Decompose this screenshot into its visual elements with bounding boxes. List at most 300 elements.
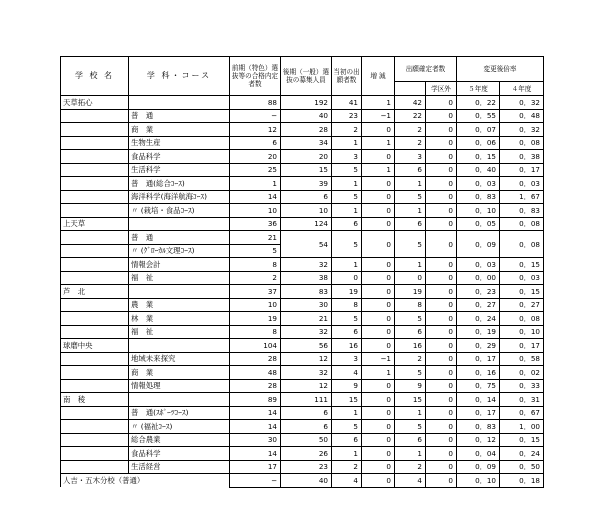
cell-outside: 0	[426, 271, 457, 285]
cell-outside: 0	[426, 109, 457, 123]
cell-initial: 2	[332, 123, 362, 137]
cell-early: 14	[230, 420, 281, 434]
cell-late: 124	[281, 217, 332, 231]
cell-change: 0	[362, 298, 395, 312]
cell-confirmed: 5	[395, 420, 426, 434]
school-name: 球磨中央	[61, 339, 129, 353]
cell-r4: 0．15	[500, 433, 544, 447]
school-row	[61, 393, 544, 407]
cell-r5: 0．17	[457, 406, 500, 420]
cell-late: 10	[281, 204, 332, 218]
cell-late: 40	[281, 474, 332, 488]
cell-late: 6	[281, 190, 332, 204]
cell-outside: 0	[426, 298, 457, 312]
cell-early: 10	[230, 298, 281, 312]
school-name	[61, 244, 129, 258]
school-name	[61, 312, 129, 326]
course-name: 総合農業	[129, 433, 230, 447]
school-name	[61, 271, 129, 285]
cell-late: 12	[281, 352, 332, 366]
school-name	[61, 177, 129, 191]
cell-outside: 0	[426, 96, 457, 110]
cell-r4: 0．17	[500, 163, 544, 177]
cell-initial: 1	[332, 204, 362, 218]
cell-r4: 0．10	[500, 325, 544, 339]
cell-early: 89	[230, 393, 281, 407]
table-row	[61, 379, 544, 393]
cell-confirmed: 6	[395, 163, 426, 177]
school-name: 芦 北	[61, 285, 129, 299]
admission-table	[60, 56, 544, 488]
cell-change: 0	[362, 379, 395, 393]
cell-outside: 0	[426, 123, 457, 137]
cell-confirmed: 8	[395, 298, 426, 312]
table-row	[61, 204, 544, 218]
cell-r4: 0．15	[500, 285, 544, 299]
cell-initial: 6	[332, 433, 362, 447]
cell-change: 1	[362, 366, 395, 380]
cell-early: 20	[230, 150, 281, 164]
cell-initial: 5	[332, 312, 362, 326]
school-name	[61, 123, 129, 137]
school-name	[61, 258, 129, 272]
cell-outside: 0	[426, 393, 457, 407]
table-row	[61, 312, 544, 326]
course-name: 農 業	[129, 298, 230, 312]
school-row	[61, 339, 544, 353]
cell-confirmed: 2	[395, 123, 426, 137]
cell-late: 192	[281, 96, 332, 110]
cell-confirmed: 5	[395, 366, 426, 380]
course-name: 普 通(総合ｺｰｽ)	[129, 177, 230, 191]
cell-late: 30	[281, 298, 332, 312]
cell-early: 19	[230, 312, 281, 326]
cell-confirmed: 22	[395, 109, 426, 123]
header-late: 後期（一般）選抜の募集人員	[281, 57, 332, 96]
school-name	[61, 366, 129, 380]
cell-initial: 3	[332, 150, 362, 164]
cell-initial: 1	[332, 447, 362, 461]
cell-initial: 4	[332, 474, 362, 488]
cell-change: 0	[362, 325, 395, 339]
cell-r4: 0．67	[500, 406, 544, 420]
cell-initial: 0	[332, 271, 362, 285]
cell-r5: 0．16	[457, 366, 500, 380]
cell-confirmed: 6	[395, 433, 426, 447]
cell-confirmed: 5	[395, 231, 426, 258]
cell-initial: 8	[332, 298, 362, 312]
header-change: 増 減	[362, 57, 395, 96]
school-name	[61, 109, 129, 123]
table-row	[61, 109, 544, 123]
cell-confirmed: 1	[395, 177, 426, 191]
cell-change: 1	[362, 136, 395, 150]
cell-confirmed: 2	[395, 460, 426, 474]
cell-late: 21	[281, 312, 332, 326]
cell-outside: 0	[426, 460, 457, 474]
cell-r5: 0．83	[457, 190, 500, 204]
cell-r5: 0．07	[457, 123, 500, 137]
cell-outside: 0	[426, 433, 457, 447]
table-row	[61, 271, 544, 285]
header-rate5: ５年度	[457, 82, 500, 96]
cell-r5: 0．75	[457, 379, 500, 393]
table-row	[61, 298, 544, 312]
course-name: 普 通(ｽﾎﾟｰﾂｺｰｽ)	[129, 406, 230, 420]
cell-late: 32	[281, 325, 332, 339]
cell-r4: 0．08	[500, 217, 544, 231]
cell-initial: 41	[332, 96, 362, 110]
table-row	[61, 150, 544, 164]
cell-r4: 1．00	[500, 420, 544, 434]
school-name: 人吉・五木分校（普通）	[61, 474, 230, 488]
table-row	[61, 163, 544, 177]
header-school: 学 校 名	[61, 57, 129, 96]
cell-r4: 0．18	[500, 474, 544, 488]
cell-confirmed: 1	[395, 258, 426, 272]
cell-change: 0	[362, 285, 395, 299]
cell-outside: 0	[426, 217, 457, 231]
table-row	[61, 447, 544, 461]
cell-outside: 0	[426, 258, 457, 272]
cell-outside: 0	[426, 406, 457, 420]
cell-outside: 0	[426, 136, 457, 150]
cell-outside: 0	[426, 447, 457, 461]
cell-change: 0	[362, 123, 395, 137]
course-name: 福 祉	[129, 271, 230, 285]
cell-confirmed: 2	[395, 352, 426, 366]
cell-initial: 19	[332, 285, 362, 299]
cell-change: 1	[362, 163, 395, 177]
cell-r5: 0．05	[457, 217, 500, 231]
school-name: 南 稜	[61, 393, 129, 407]
cell-outside: 0	[426, 190, 457, 204]
school-name	[61, 406, 129, 420]
cell-change: 0	[362, 150, 395, 164]
cell-early: 104	[230, 339, 281, 353]
course-name: 〃 (ｸﾞﾛｰｶﾙ文理ｺｰｽ)	[129, 244, 230, 258]
header-early: 前期（特色）選抜等の合格内定者数	[230, 57, 281, 96]
header-outside: 学区外	[426, 82, 457, 96]
cell-r5: 0．22	[457, 96, 500, 110]
cell-outside: 0	[426, 339, 457, 353]
cell-early: 48	[230, 366, 281, 380]
cell-late: 26	[281, 447, 332, 461]
cell-change: 0	[362, 433, 395, 447]
cell-initial: 4	[332, 366, 362, 380]
cell-outside: 0	[426, 420, 457, 434]
cell-early: 14	[230, 406, 281, 420]
cell-early: 88	[230, 96, 281, 110]
cell-r4: 0．32	[500, 96, 544, 110]
header-rate: 変更後倍率	[457, 57, 544, 82]
cell-r5: 0．40	[457, 163, 500, 177]
course-name	[129, 393, 230, 407]
cell-outside: 0	[426, 204, 457, 218]
cell-initial: 2	[332, 460, 362, 474]
cell-confirmed: 19	[395, 285, 426, 299]
cell-outside: 0	[426, 325, 457, 339]
cell-initial: 9	[332, 379, 362, 393]
cell-change: 0	[362, 420, 395, 434]
cell-initial: 6	[332, 217, 362, 231]
cell-r4: 0．03	[500, 177, 544, 191]
cell-r4: 0．31	[500, 393, 544, 407]
cell-r4: 0．38	[500, 150, 544, 164]
cell-r4: 0．08	[500, 312, 544, 326]
cell-r5: 0．14	[457, 393, 500, 407]
cell-r5: 0．83	[457, 420, 500, 434]
school-row	[61, 217, 544, 231]
cell-confirmed: 16	[395, 339, 426, 353]
school-name	[61, 352, 129, 366]
cell-initial: 1	[332, 136, 362, 150]
cell-outside: 0	[426, 231, 457, 258]
cell-confirmed: 6	[395, 217, 426, 231]
cell-late: 50	[281, 433, 332, 447]
cell-confirmed: 1	[395, 406, 426, 420]
cell-late: 39	[281, 177, 332, 191]
cell-early: 10	[230, 204, 281, 218]
cell-r4: 0．50	[500, 460, 544, 474]
cell-change: 0	[362, 177, 395, 191]
cell-late: 56	[281, 339, 332, 353]
cell-r5: 0．04	[457, 447, 500, 461]
cell-r5: 0．06	[457, 136, 500, 150]
school-name	[61, 379, 129, 393]
cell-confirmed: 6	[395, 325, 426, 339]
course-name: 林 業	[129, 312, 230, 326]
table-row	[61, 123, 544, 137]
cell-late: 15	[281, 163, 332, 177]
course-name	[129, 339, 230, 353]
cell-r4: 1．67	[500, 190, 544, 204]
cell-change: 1	[362, 96, 395, 110]
table-row	[61, 366, 544, 380]
table-row	[61, 190, 544, 204]
cell-late: 6	[281, 406, 332, 420]
school-name	[61, 231, 129, 245]
course-name: 生活経営	[129, 460, 230, 474]
header-confirmed-total	[395, 82, 426, 96]
cell-change: 0	[362, 406, 395, 420]
table-row	[61, 460, 544, 474]
cell-change: 0	[362, 312, 395, 326]
cell-r5: 0．03	[457, 177, 500, 191]
cell-r4: 0．33	[500, 379, 544, 393]
cell-initial: 16	[332, 339, 362, 353]
cell-late: 111	[281, 393, 332, 407]
cell-confirmed: 1	[395, 447, 426, 461]
cell-change: −1	[362, 109, 395, 123]
cell-initial: 5	[332, 231, 362, 258]
cell-early: 21	[230, 231, 281, 245]
cell-initial: 5	[332, 163, 362, 177]
table-row	[61, 420, 544, 434]
table-row	[61, 231, 544, 245]
cell-r5: 0．10	[457, 474, 500, 488]
cell-early: 30	[230, 433, 281, 447]
cell-r4: 0．48	[500, 109, 544, 123]
cell-initial: 1	[332, 258, 362, 272]
cell-early: 28	[230, 379, 281, 393]
course-name: 地域未来探究	[129, 352, 230, 366]
cell-confirmed: 3	[395, 150, 426, 164]
school-name	[61, 204, 129, 218]
school-name	[61, 420, 129, 434]
cell-outside: 0	[426, 474, 457, 488]
cell-late: 23	[281, 460, 332, 474]
cell-confirmed: 5	[395, 190, 426, 204]
cell-initial: 1	[332, 177, 362, 191]
cell-r5: 0．15	[457, 150, 500, 164]
cell-change: 0	[362, 393, 395, 407]
cell-late: 32	[281, 258, 332, 272]
cell-r4: 0．83	[500, 204, 544, 218]
course-name: 生物生産	[129, 136, 230, 150]
cell-r5: 0．10	[457, 204, 500, 218]
cell-late: 6	[281, 420, 332, 434]
course-name: 普 通	[129, 231, 230, 245]
cell-early: 14	[230, 447, 281, 461]
cell-early: 14	[230, 190, 281, 204]
cell-r4: 0．58	[500, 352, 544, 366]
school-name: 上天草	[61, 217, 129, 231]
cell-initial: 5	[332, 190, 362, 204]
cell-r5: 0．29	[457, 339, 500, 353]
header-initial: 当初の出願者数	[332, 57, 362, 96]
cell-r4: 0．32	[500, 123, 544, 137]
cell-early: 8	[230, 325, 281, 339]
cell-confirmed: 42	[395, 96, 426, 110]
cell-change: 0	[362, 231, 395, 258]
cell-r4: 0．17	[500, 339, 544, 353]
school-name: 天草拓心	[61, 96, 129, 110]
cell-r4: 0．15	[500, 258, 544, 272]
cell-confirmed: 2	[395, 136, 426, 150]
course-name: 〃 (栽培・食品ｺｰｽ)	[129, 204, 230, 218]
cell-early: 5	[230, 244, 281, 258]
cell-change: 0	[362, 204, 395, 218]
course-name: 生活科学	[129, 163, 230, 177]
cell-late: 38	[281, 271, 332, 285]
cell-r5: 0．03	[457, 258, 500, 272]
cell-r5: 0．24	[457, 312, 500, 326]
school-name	[61, 298, 129, 312]
cell-r5: 0．17	[457, 352, 500, 366]
cell-late: 40	[281, 109, 332, 123]
cell-early: −	[230, 474, 281, 488]
table-row	[61, 177, 544, 191]
cell-outside: 0	[426, 312, 457, 326]
cell-change: 0	[362, 447, 395, 461]
cell-outside: 0	[426, 352, 457, 366]
cell-initial: 15	[332, 393, 362, 407]
course-name: 商 業	[129, 123, 230, 137]
cell-change: 0	[362, 217, 395, 231]
cell-early: −	[230, 109, 281, 123]
cell-late: 34	[281, 136, 332, 150]
cell-outside: 0	[426, 150, 457, 164]
header-confirmed: 出願確定者数	[395, 57, 457, 82]
cell-outside: 0	[426, 366, 457, 380]
school-name	[61, 325, 129, 339]
cell-confirmed: 4	[395, 474, 426, 488]
cell-outside: 0	[426, 285, 457, 299]
cell-early: 2	[230, 271, 281, 285]
school-name	[61, 447, 129, 461]
course-name: 〃 (福祉ｺｰｽ)	[129, 420, 230, 434]
cell-initial: 23	[332, 109, 362, 123]
cell-change: −1	[362, 352, 395, 366]
cell-outside: 0	[426, 163, 457, 177]
cell-r5: 0．12	[457, 433, 500, 447]
cell-r5: 0．27	[457, 298, 500, 312]
cell-r4: 0．03	[500, 271, 544, 285]
cell-late: 32	[281, 366, 332, 380]
school-name	[61, 433, 129, 447]
table-row	[61, 325, 544, 339]
cell-r5: 0．19	[457, 325, 500, 339]
cell-confirmed: 15	[395, 393, 426, 407]
cell-change: 0	[362, 339, 395, 353]
cell-early: 37	[230, 285, 281, 299]
course-name	[129, 217, 230, 231]
table-row	[61, 258, 544, 272]
cell-r5: 0．09	[457, 231, 500, 258]
course-name: 情報処理	[129, 379, 230, 393]
cell-change: 0	[362, 460, 395, 474]
cell-confirmed: 1	[395, 204, 426, 218]
cell-r4: 0．08	[500, 231, 544, 258]
cell-confirmed: 0	[395, 271, 426, 285]
table-row	[61, 433, 544, 447]
school-name	[61, 136, 129, 150]
cell-initial: 1	[332, 406, 362, 420]
cell-early: 12	[230, 123, 281, 137]
cell-r5: 0．09	[457, 460, 500, 474]
cell-late: 20	[281, 150, 332, 164]
course-name: 海洋科学(海洋航海ｺｰｽ)	[129, 190, 230, 204]
cell-outside: 0	[426, 379, 457, 393]
cell-early: 17	[230, 460, 281, 474]
cell-late: 83	[281, 285, 332, 299]
cell-late: 12	[281, 379, 332, 393]
course-name: 商 業	[129, 366, 230, 380]
cell-r5: 0．55	[457, 109, 500, 123]
school-row	[61, 285, 544, 299]
course-name	[129, 96, 230, 110]
header-course: 学 科・コース	[129, 57, 230, 96]
table-row	[61, 136, 544, 150]
cell-r4: 0．27	[500, 298, 544, 312]
course-name: 情報会計	[129, 258, 230, 272]
cell-r4: 0．08	[500, 136, 544, 150]
cell-confirmed: 5	[395, 312, 426, 326]
cell-r4: 0．02	[500, 366, 544, 380]
course-name	[129, 285, 230, 299]
course-name: 食品科学	[129, 150, 230, 164]
cell-confirmed: 9	[395, 379, 426, 393]
cell-late: 54	[281, 231, 332, 258]
school-row	[61, 96, 544, 110]
cell-early: 28	[230, 352, 281, 366]
cell-early: 8	[230, 258, 281, 272]
school-name	[61, 460, 129, 474]
cell-change: 0	[362, 190, 395, 204]
school-name	[61, 150, 129, 164]
table-row	[61, 352, 544, 366]
